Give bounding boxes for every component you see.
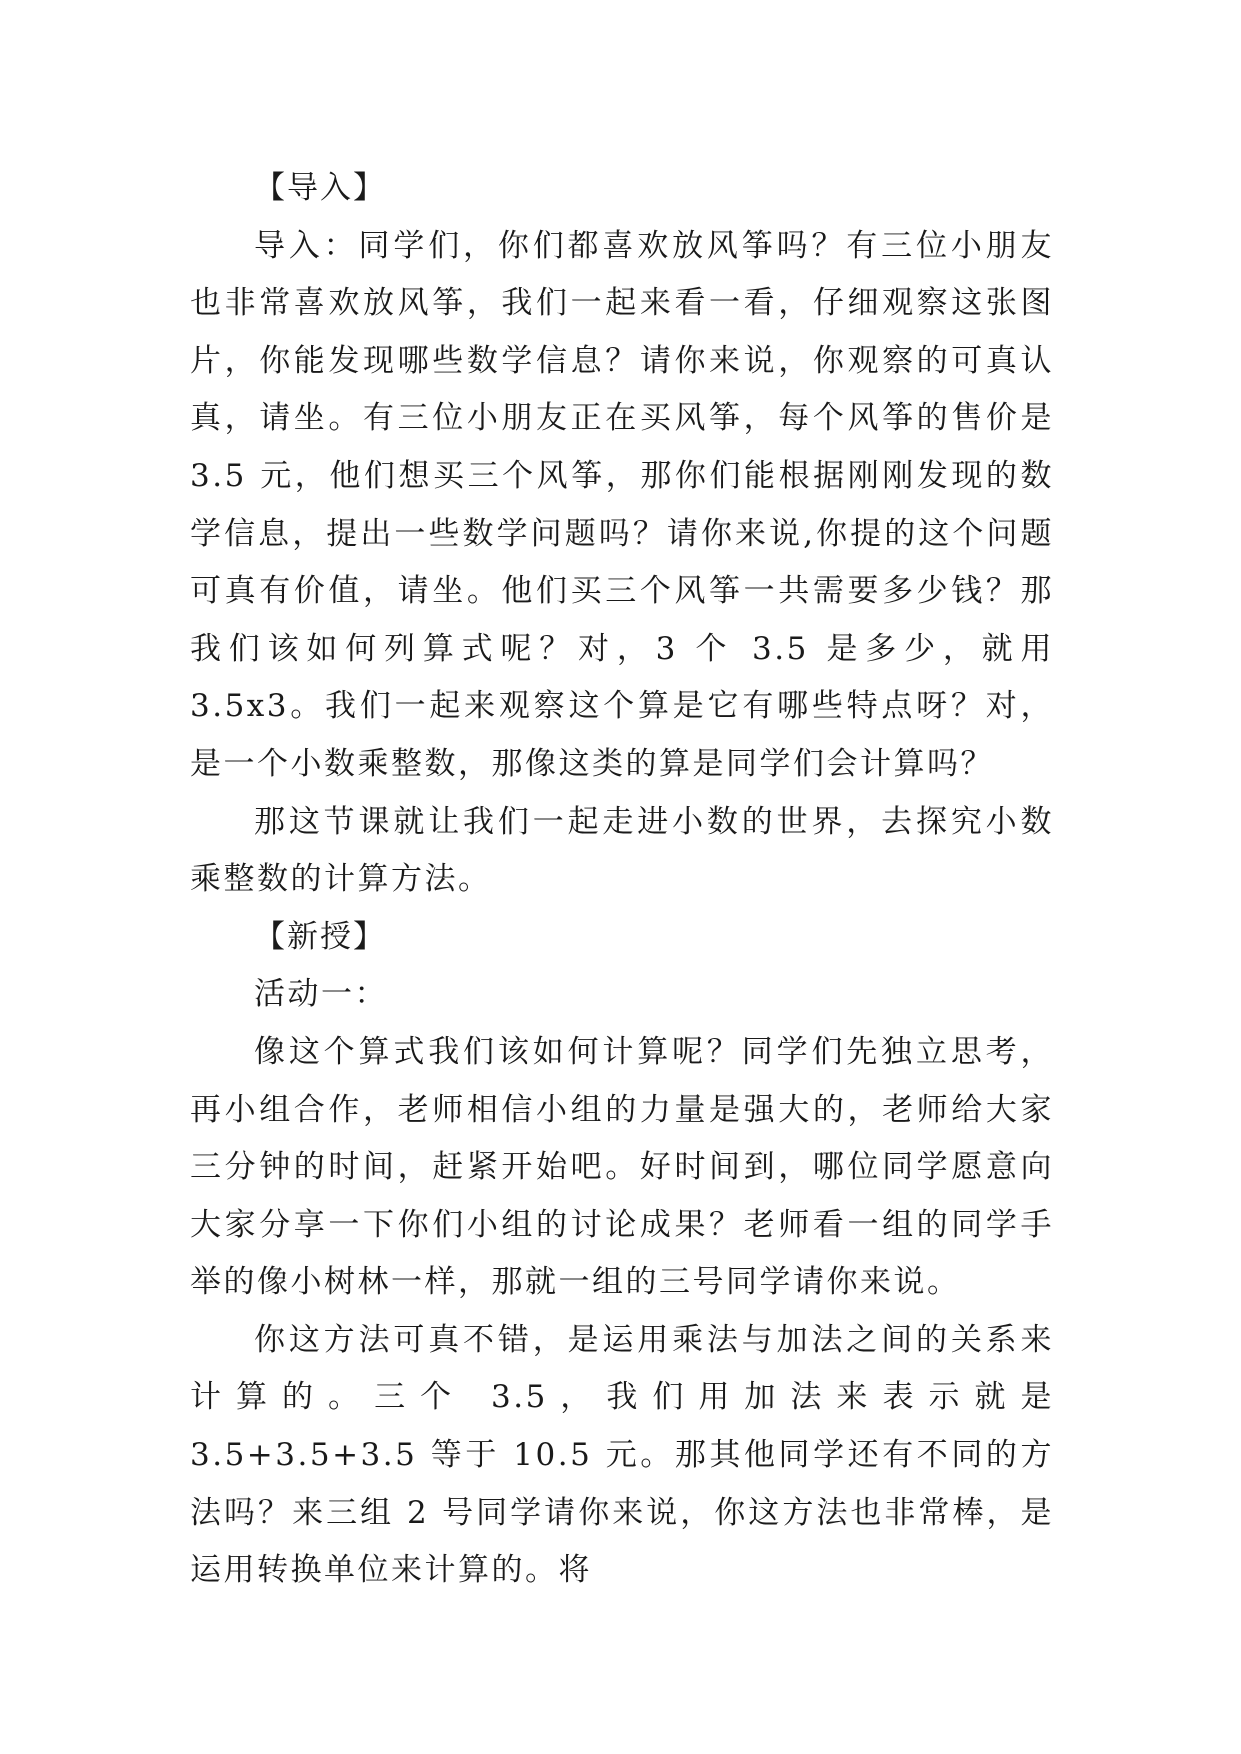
- paragraph-activity-one-instructions: 像这个算式我们该如何计算呢？同学们先独立思考，再小组合作，老师相信小组的力量是强大的，老师给大家三分钟的时间，赶紧开始吧。好时间到，哪位同学愿意向大家分享一下你们小组的讨论成果？老师看一组的同学手举的像小树林一样，那就一组的三号同学请你来说。: [190, 1033, 1054, 1301]
- section-heading-new-lesson: 【新授】: [254, 918, 386, 955]
- paragraph-activity-one-methods: 你这方法可真不错，是运用乘法与加法之间的关系来计算的。三个 3.5，我们用加法来表示就是 3.5+3.5+3.5 等于 10.5 元。那其他同学还有不同的方法吗？来三组 2 号同学请你来说，你这方法也非常棒，是运用转换单位来计算的。将: [190, 1321, 1054, 1589]
- section-heading-intro: 【导入】: [254, 170, 386, 206]
- paragraph-intro-closing: 那这节课就让我们一起走进小数的世界，去探究小数乘整数的计算方法。: [190, 803, 1054, 898]
- paragraph-activity-one-label: 活动一：: [254, 976, 388, 1013]
- paragraph-intro-dialogue: 导入：同学们，你们都喜欢放风筝吗？有三位小朋友也非常喜欢放风筝，我们一起来看一看，仔细观察这张图片，你能发现哪些数学信息？请你来说，你观察的可真认真，请坐。有三位小朋友正在买风筝，每个风筝的售价是 3.5 元，他们想买三个风筝，那你们能根据刚刚发现的数学信息，提出一些数学问题吗？请你来说,你提的这个问题可真有价值，请坐。他们买三个风筝一共需要多少钱？那我们该如何列算式呢？对，3 个 3.5 是多少，就用 3.5x3。我们一起来观察这个算是它有哪些特点呀？对，是一个小数乘整数，那像这类的算是同学们会计算吗？: [190, 227, 1054, 782]
- document-page: [190, 160, 1054, 1600]
